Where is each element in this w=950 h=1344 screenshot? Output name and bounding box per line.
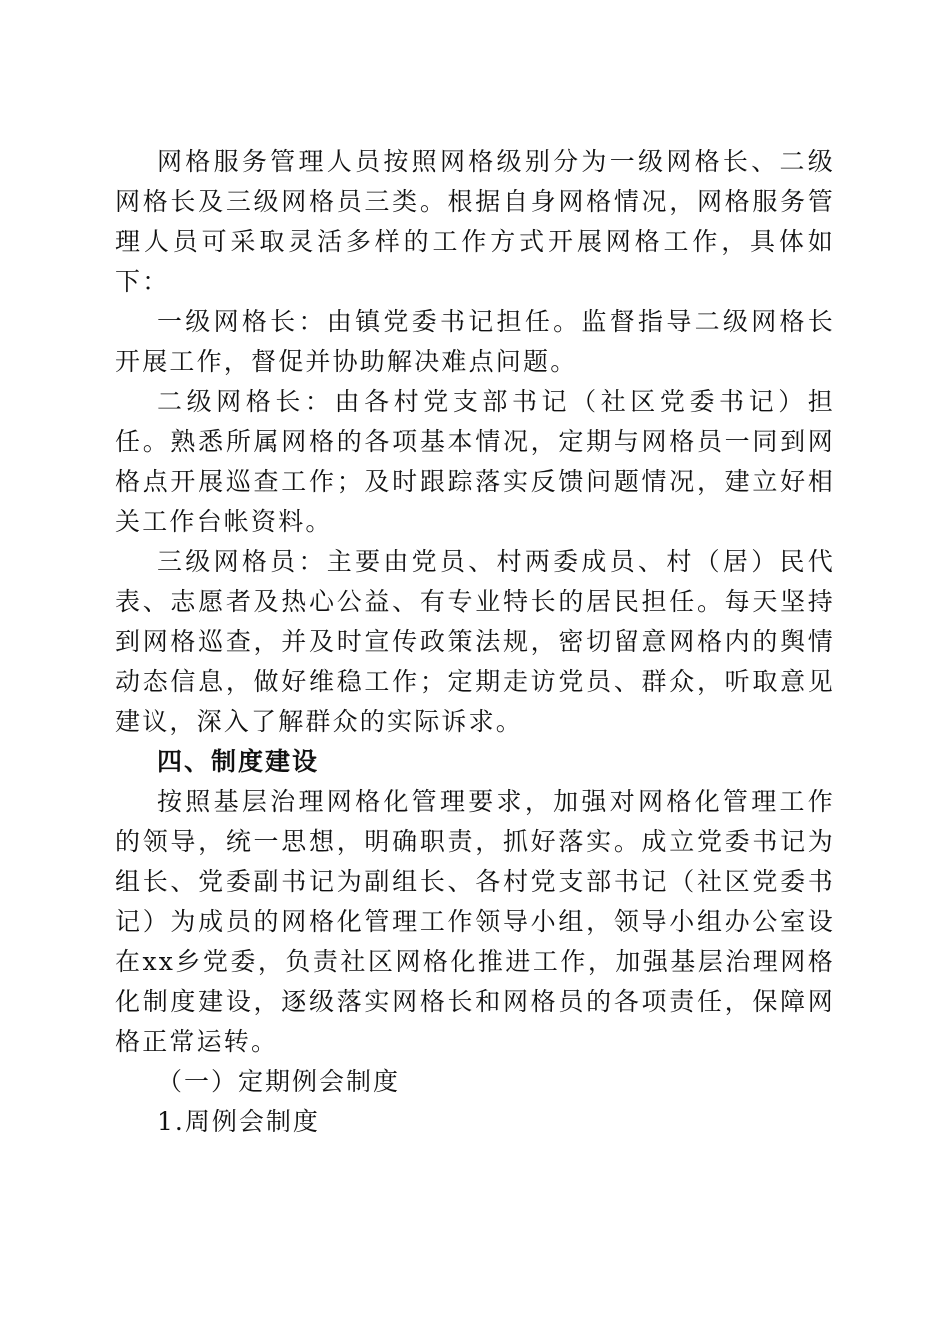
paragraph-system-building: 按照基层治理网格化管理要求，加强对网格化管理工作的领导，统一思想，明确职责，抓好落实。成立党委书记为组长、党委副书记为副组长、各村党支部书记（社区党委书记）为成员的网格化管理工作领导小组，领导小组办公室设在xx乡党委，负责社区网格化推进工作，加强基层治理网格化制度建设，逐级落实网格长和网格员的各项责任，保障网格正常运转。 <box>115 787 835 1056</box>
section-heading-system-building: 四、制度建设 <box>157 747 320 776</box>
paragraph-level-three-grid-member: 三级网格员：主要由党员、村两委成员、村（居）民代表、志愿者及热心公益、有专业特长的居民担任。每天坚持到网格巡查，并及时宣传政策法规，密切留意网格内的舆情动态信息，做好维稳工作；定期走访党员、群众，听取意见建议，深入了解群众的实际诉求。 <box>115 547 835 736</box>
paragraph-level-one-grid-leader: 一级网格长：由镇党委书记担任。监督指导二级网格长开展工作，督促并协助解决难点问题。 <box>115 307 835 376</box>
paragraph-level-two-grid-leader: 二级网格长：由各村党支部书记（社区党委书记）担任。熟悉所属网格的各项基本情况，定期与网格员一同到网格点开展巡查工作；及时跟踪落实反馈问题情况，建立好相关工作台帐资料。 <box>115 387 835 536</box>
paragraph-grid-staff-overview: 网格服务管理人员按照网格级别分为一级网格长、二级网格长及三级网格员三类。根据自身网格情况，网格服务管理人员可采取灵活多样的工作方式开展网格工作，具体如下： <box>115 147 835 296</box>
subsection-heading-regular-meeting: （一）定期例会制度 <box>157 1067 401 1096</box>
item-heading-weekly-meeting: 1.周例会制度 <box>157 1107 320 1136</box>
document-body <box>115 142 835 1142</box>
